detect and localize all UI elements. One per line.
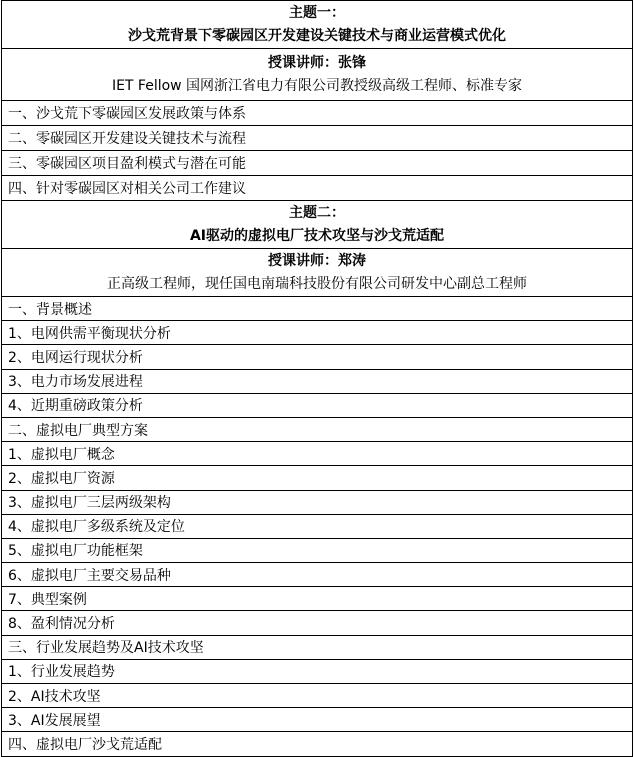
agenda-item: 二、虚拟电厂典型方案 xyxy=(2,417,633,441)
agenda-item: 7、典型案例 xyxy=(2,587,633,611)
table-row xyxy=(2,126,633,151)
agenda-item: 2、电网运行现状分析 xyxy=(2,345,633,369)
agenda-item: 三、行业发展趋势及AI技术攻坚 xyxy=(2,635,633,659)
agenda-item: 一、沙戈荒下零碳园区发展政策与体系 xyxy=(2,101,633,126)
table-row xyxy=(2,659,633,683)
table-row xyxy=(2,151,633,176)
lecturer-cell xyxy=(2,249,633,297)
table-row xyxy=(2,587,633,611)
table-row xyxy=(2,514,633,538)
agenda-item: 1、虚拟电厂概念 xyxy=(2,442,633,466)
topic-header xyxy=(2,1,633,49)
agenda-item: 四、针对零碳园区对相关公司工作建议 xyxy=(2,176,633,201)
agenda-item: 3、虚拟电厂三层两级架构 xyxy=(2,490,633,514)
topic-header-row xyxy=(2,1,633,49)
topic-label: 主题二： xyxy=(289,204,345,221)
table-row xyxy=(2,635,633,659)
table-row xyxy=(2,442,633,466)
agenda-item: 5、虚拟电厂功能框架 xyxy=(2,538,633,562)
agenda-item: 1、行业发展趋势 xyxy=(2,659,633,683)
table-row xyxy=(2,732,633,756)
agenda-item: 一、背景概述 xyxy=(2,297,633,321)
lecturer-bio: IET Fellow 国网浙江省电力有限公司教授级高级工程师、标准专家 xyxy=(111,77,523,94)
topic-title: AI驱动的虚拟电厂技术攻坚与沙戈荒适配 xyxy=(189,227,445,244)
lecturer-name: 授课讲师：张锋 xyxy=(268,54,366,71)
table-row xyxy=(2,538,633,562)
table-row xyxy=(2,708,633,732)
table-row xyxy=(2,466,633,490)
agenda-item: 3、电力市场发展进程 xyxy=(2,369,633,393)
agenda-item: 2、AI技术攻坚 xyxy=(2,684,633,708)
agenda-item: 2、虚拟电厂资源 xyxy=(2,466,633,490)
topic-label: 主题一： xyxy=(289,4,345,21)
lecturer-cell xyxy=(2,49,633,101)
course-table xyxy=(1,0,633,757)
lecturer-name: 授课讲师：郑涛 xyxy=(268,252,366,269)
lecturer-row xyxy=(2,249,633,297)
table-row xyxy=(2,684,633,708)
table-row xyxy=(2,345,633,369)
agenda-item: 四、虚拟电厂沙戈荒适配 xyxy=(2,732,633,756)
table-row xyxy=(2,417,633,441)
table-row xyxy=(2,393,633,417)
topic-title: 沙戈荒背景下零碳园区开发建设关键技术与商业运营模式优化 xyxy=(128,27,506,44)
lecturer-bio: 正高级工程师，现任国电南瑞科技股份有限公司研发中心副总工程师 xyxy=(107,275,527,292)
agenda-item: 三、零碳园区项目盈利模式与潜在可能 xyxy=(2,151,633,176)
agenda-item: 3、AI发展展望 xyxy=(2,708,633,732)
table-row xyxy=(2,101,633,126)
agenda-item: 8、盈利情况分析 xyxy=(2,611,633,635)
table-row xyxy=(2,321,633,345)
table-row xyxy=(2,490,633,514)
table-row xyxy=(2,563,633,587)
table-row xyxy=(2,369,633,393)
table-row xyxy=(2,297,633,321)
table-row xyxy=(2,611,633,635)
topic-header xyxy=(2,201,633,249)
agenda-item: 二、零碳园区开发建设关键技术与流程 xyxy=(2,126,633,151)
agenda-item: 4、虚拟电厂多级系统及定位 xyxy=(2,514,633,538)
topic-header-row xyxy=(2,201,633,249)
agenda-item: 1、电网供需平衡现状分析 xyxy=(2,321,633,345)
table-row xyxy=(2,176,633,201)
agenda-item: 4、近期重磅政策分析 xyxy=(2,393,633,417)
lecturer-row xyxy=(2,49,633,101)
agenda-item: 6、虚拟电厂主要交易品种 xyxy=(2,563,633,587)
